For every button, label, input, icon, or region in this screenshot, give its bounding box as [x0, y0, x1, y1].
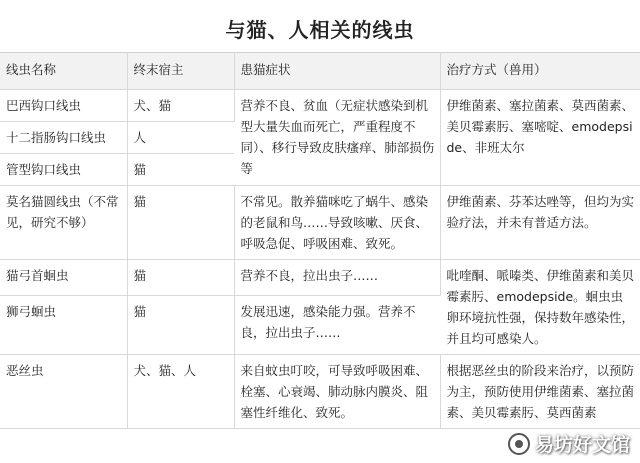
cell-symptoms: 不常见。散养猫咪吃了蜗牛、感染的老鼠和鸟……导致咳嗽、厌食、呼吸急促、呼吸困难、致死。 [234, 186, 440, 260]
cell-treatment: 伊维菌素、芬苯达唑等，但均为实验疗法，并未有普适方法。 [440, 186, 640, 260]
watermark [508, 430, 630, 457]
cell-host: 猫 [127, 295, 234, 354]
cell-host: 人 [127, 122, 234, 154]
cell-name: 管型钩口线虫 [0, 154, 127, 186]
cell-treatment-hookworm: 伊维菌素、塞拉菌素、莫西菌素、美贝霉素肟、塞嘧啶、emodepside、非班太尔 [440, 90, 640, 186]
cell-symptoms-hookworm: 营养不良、贫血（无症状感染到机型大量失血而死亡，严重程度不同）、移行导致皮肤瘙痒、肺部损伤等 [234, 90, 440, 186]
cell-symptoms: 来自蚊虫叮咬，可导致呼吸困难、栓塞、心衰竭、肺动脉内膜炎、阻塞性纤维化、致死。 [234, 355, 440, 429]
table-header-row [0, 53, 640, 90]
cell-name: 恶丝虫 [0, 355, 127, 429]
cell-symptoms: 营养不良，拉出虫子…… [234, 260, 440, 296]
header-treatment: 治疗方式（兽用） [440, 53, 640, 90]
cell-name: 狮弓蛔虫 [0, 295, 127, 354]
watermark-text: 易坊好文馆 [534, 434, 630, 456]
cell-host: 犬、猫 [127, 90, 234, 122]
header-host: 终末宿主 [127, 53, 234, 90]
table-row [0, 186, 640, 260]
cell-host: 犬、猫、人 [127, 355, 234, 429]
header-symptoms: 患猫症状 [234, 53, 440, 90]
header-name: 线虫名称 [0, 53, 127, 90]
cell-treatment-roundworm: 吡喹酮、哌嗪类、伊维菌素和美贝霉素肟、emodepside。蛔虫虫卵环境抗性强，保持数年感染性，并且均可感染人。 [440, 260, 640, 355]
cell-name: 十二指肠钩口线虫 [0, 122, 127, 154]
cell-host: 猫 [127, 154, 234, 186]
table-row [0, 90, 640, 122]
page-title: 与猫、人相关的线虫 [225, 18, 415, 42]
table-row [0, 260, 640, 296]
cell-name: 猫弓首蛔虫 [0, 260, 127, 296]
nematode-table [0, 52, 640, 429]
table-row [0, 355, 640, 429]
cell-symptoms: 发展迅速，感染能力强。营养不良，拉出虫子…… [234, 295, 440, 354]
cell-name: 莫名猫圆线虫（不常见，研究不够） [0, 186, 127, 260]
cell-treatment: 根据恶丝虫的阶段来治疗，以预防为主，预防使用伊维菌素、塞拉菌素、美贝霉素肟、莫西菌素 [440, 355, 640, 429]
cell-host: 猫 [127, 260, 234, 296]
cell-name: 巴西钩口线虫 [0, 90, 127, 122]
watermark-logo-icon [508, 433, 530, 455]
cell-host: 猫 [127, 186, 234, 260]
